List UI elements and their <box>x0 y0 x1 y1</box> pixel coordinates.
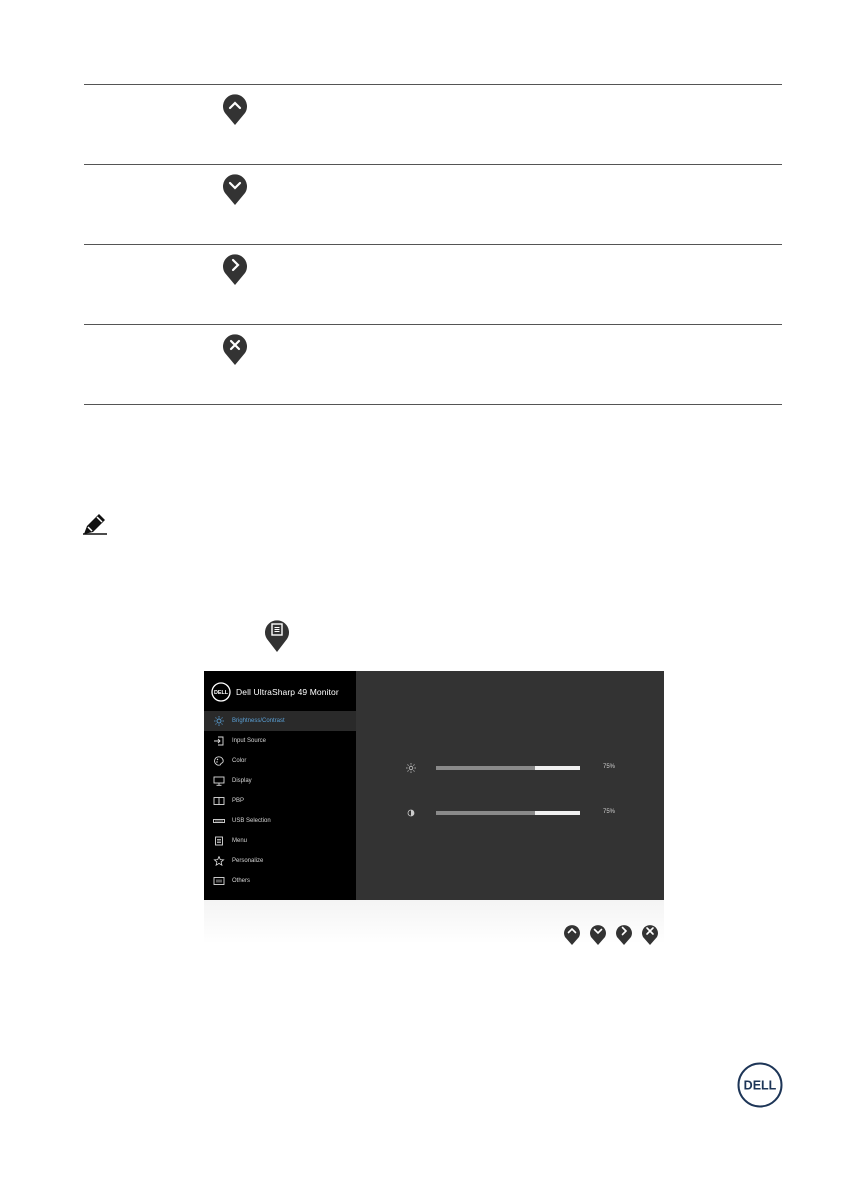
table-rule <box>84 84 782 85</box>
brightness-fill <box>535 766 580 770</box>
menu-item-brightness-contrast[interactable] <box>204 711 356 731</box>
right-icon <box>222 252 248 286</box>
up-icon <box>222 92 248 126</box>
menu-item-label: USB Selection <box>232 818 271 824</box>
color-icon <box>213 756 225 766</box>
up-icon[interactable] <box>563 922 581 946</box>
menu-item-label: PBP <box>232 798 245 804</box>
down-icon <box>222 172 248 206</box>
input-source-icon <box>213 736 225 746</box>
menu-item-menu[interactable] <box>204 831 356 851</box>
menu-item-others[interactable] <box>204 871 356 891</box>
osd-title: Dell UltraSharp 49 Monitor <box>236 687 339 697</box>
brightness-value: 75% <box>603 764 616 770</box>
usb-icon <box>213 816 225 826</box>
brightness-icon <box>406 763 416 773</box>
menu-item-label: Others <box>232 878 251 884</box>
pbp-icon <box>213 796 225 806</box>
menu-icon <box>213 836 225 846</box>
dell-logo-icon <box>737 1062 783 1108</box>
table-rule <box>84 324 782 325</box>
osd-menu <box>204 711 356 891</box>
menu-item-label: Menu <box>232 838 248 844</box>
contrast-value: 75% <box>603 809 616 815</box>
contrast-slider[interactable] <box>406 808 636 818</box>
dell-logo-icon <box>211 682 231 702</box>
down-icon[interactable] <box>589 922 607 946</box>
osd-sidebar <box>204 671 356 900</box>
display-icon <box>213 776 225 786</box>
close-icon <box>222 332 248 366</box>
brightness-track[interactable] <box>436 766 580 770</box>
menu-item-display[interactable] <box>204 771 356 791</box>
close-icon[interactable] <box>641 922 659 946</box>
contrast-track[interactable] <box>436 811 580 815</box>
others-icon <box>213 876 225 886</box>
menu-item-color[interactable] <box>204 751 356 771</box>
table-rule <box>84 404 782 405</box>
menu-item-pbp[interactable] <box>204 791 356 811</box>
note-pencil-icon <box>83 513 109 535</box>
osd-header <box>211 682 339 702</box>
svg-text:DELL: DELL <box>213 690 229 696</box>
table-rule <box>84 164 782 165</box>
menu-item-label: Display <box>232 778 252 784</box>
table-rule <box>84 244 782 245</box>
svg-text:DELL: DELL <box>743 1078 777 1093</box>
brightness-slider[interactable] <box>406 763 636 773</box>
contrast-fill <box>535 811 580 815</box>
osd-window <box>204 671 664 900</box>
menu-item-label: Color <box>232 758 247 764</box>
right-icon[interactable] <box>615 922 633 946</box>
menu-item-label: Personalize <box>232 858 264 864</box>
menu-item-label: Input Source <box>232 738 267 744</box>
menu-item-input-source[interactable] <box>204 731 356 751</box>
menu-item-label: Brightness/Contrast <box>232 718 285 724</box>
brightness-icon <box>213 716 225 726</box>
contrast-icon <box>406 808 416 818</box>
menu-item-personalize[interactable] <box>204 851 356 871</box>
menu-icon <box>264 617 290 653</box>
star-icon <box>213 856 225 866</box>
menu-item-usb-selection[interactable] <box>204 811 356 831</box>
